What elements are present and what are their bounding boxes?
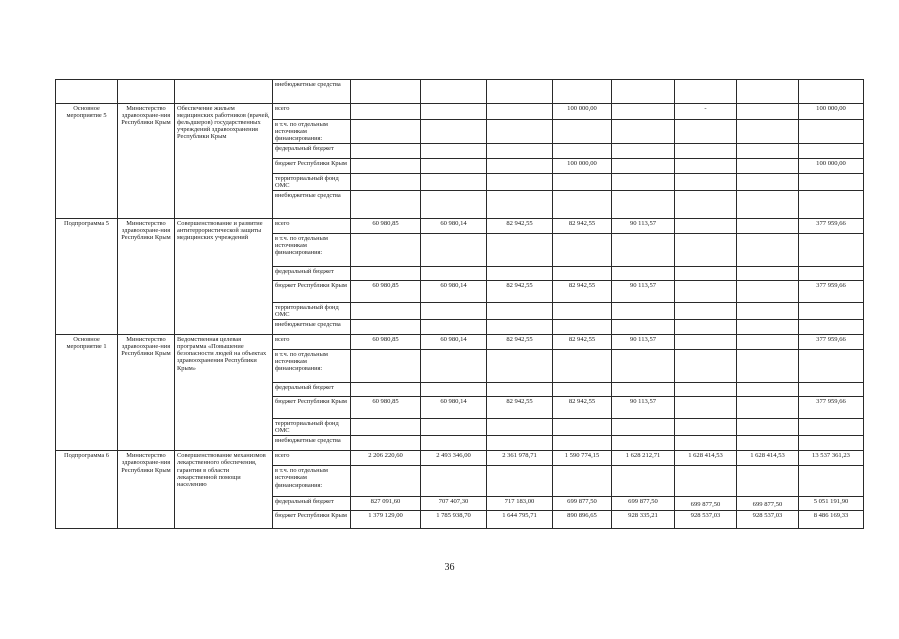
value-cell: 100 000,00 xyxy=(799,159,864,174)
value-cell xyxy=(737,281,799,303)
value-cell: 82 942,55 xyxy=(487,335,553,350)
funding-source-cell: бюджет Республики Крым xyxy=(273,159,351,174)
value-cell xyxy=(737,120,799,144)
value-cell xyxy=(553,234,612,267)
program-name-cell: Подпрограмма 5 xyxy=(56,219,118,335)
value-cell: 60 980,85 xyxy=(351,397,421,419)
value-cell xyxy=(737,350,799,383)
table-row xyxy=(56,219,864,234)
value-cell xyxy=(675,436,737,451)
value-cell: 699 877,50 xyxy=(553,497,612,511)
value-cell xyxy=(421,320,487,335)
value-cell xyxy=(553,383,612,397)
funding-source-cell: в т.ч. по отдельным источникам финансирования: xyxy=(273,350,351,383)
value-cell xyxy=(612,234,675,267)
value-cell xyxy=(612,350,675,383)
value-cell xyxy=(799,383,864,397)
value-cell: 90 113,57 xyxy=(612,281,675,303)
value-cell xyxy=(799,234,864,267)
value-cell xyxy=(421,191,487,219)
value-cell: 1 379 129,00 xyxy=(351,511,421,529)
table-row xyxy=(56,451,864,466)
funding-source-cell: федеральный бюджет xyxy=(273,497,351,511)
value-cell xyxy=(737,335,799,350)
table-row xyxy=(56,80,864,104)
value-cell xyxy=(612,267,675,281)
value-cell: 699 877,50 xyxy=(612,497,675,511)
value-cell xyxy=(487,234,553,267)
value-cell xyxy=(612,144,675,159)
budget-table xyxy=(55,79,864,529)
value-cell xyxy=(421,436,487,451)
value-cell: 928 537,03 xyxy=(675,511,737,529)
value-cell xyxy=(737,219,799,234)
value-cell: 827 091,60 xyxy=(351,497,421,511)
value-cell xyxy=(612,174,675,191)
value-cell xyxy=(675,383,737,397)
value-cell xyxy=(737,267,799,281)
value-cell xyxy=(487,80,553,104)
value-cell xyxy=(612,80,675,104)
value-cell xyxy=(612,436,675,451)
funding-source-cell: территориальный фонд ОМС xyxy=(273,303,351,320)
value-cell xyxy=(487,120,553,144)
funding-source-cell: всего xyxy=(273,335,351,350)
description-cell: Совершенствование и развитие антитеррористической защиты медицинских учреждений xyxy=(175,219,273,335)
funding-source-cell: территориальный фонд ОМС xyxy=(273,174,351,191)
value-cell xyxy=(612,466,675,497)
value-cell xyxy=(421,267,487,281)
value-cell: 699 877,50 xyxy=(737,497,799,511)
value-cell xyxy=(487,303,553,320)
value-cell xyxy=(737,303,799,320)
value-cell: 717 183,00 xyxy=(487,497,553,511)
value-cell xyxy=(421,419,487,436)
value-cell: 60 980,85 xyxy=(351,281,421,303)
funding-source-cell: федеральный бюджет xyxy=(273,383,351,397)
description-cell: Совершенствование механизмов лекарственного обеспечения, гарантии в области лекарственной помощи населению xyxy=(175,451,273,529)
value-cell: 60 980,85 xyxy=(351,335,421,350)
value-cell xyxy=(737,104,799,120)
value-cell xyxy=(553,174,612,191)
value-cell xyxy=(799,320,864,335)
value-cell xyxy=(351,191,421,219)
value-cell xyxy=(799,174,864,191)
value-cell xyxy=(737,419,799,436)
table-row xyxy=(56,104,864,120)
value-cell xyxy=(737,383,799,397)
description-cell: Обеспечение жильем медицинских работников (врачей, фельдшеров) государственных учреждений здравоохранения Республики Крым xyxy=(175,104,273,219)
value-cell: 60 980,14 xyxy=(421,335,487,350)
value-cell xyxy=(351,350,421,383)
value-cell xyxy=(675,281,737,303)
value-cell xyxy=(487,350,553,383)
value-cell xyxy=(487,383,553,397)
value-cell xyxy=(351,104,421,120)
value-cell xyxy=(421,174,487,191)
value-cell xyxy=(351,383,421,397)
value-cell: 90 113,57 xyxy=(612,397,675,419)
value-cell xyxy=(553,466,612,497)
value-cell xyxy=(553,267,612,281)
page-number: 36 xyxy=(444,562,455,573)
value-cell xyxy=(421,144,487,159)
value-cell xyxy=(675,397,737,419)
value-cell xyxy=(553,191,612,219)
executor-cell: Министерство здравоохране-ния Республики Крым xyxy=(118,104,175,219)
value-cell xyxy=(612,120,675,144)
value-cell: 890 896,65 xyxy=(553,511,612,529)
value-cell xyxy=(553,320,612,335)
value-cell xyxy=(737,144,799,159)
value-cell: 1 628 414,53 xyxy=(675,451,737,466)
value-cell: 1 785 938,70 xyxy=(421,511,487,529)
funding-source-cell: внебюджетные средства xyxy=(273,436,351,451)
value-cell: 90 113,57 xyxy=(612,219,675,234)
value-cell xyxy=(553,419,612,436)
table-row xyxy=(56,335,864,350)
value-cell: 13 537 361,23 xyxy=(799,451,864,466)
funding-source-cell: всего xyxy=(273,451,351,466)
value-cell xyxy=(675,120,737,144)
value-cell xyxy=(675,234,737,267)
funding-source-cell: в т.ч. по отдельным источникам финансирования: xyxy=(273,120,351,144)
value-cell xyxy=(675,80,737,104)
value-cell xyxy=(351,419,421,436)
value-cell xyxy=(612,104,675,120)
funding-source-cell: в т.ч. по отдельным источникам финансирования: xyxy=(273,234,351,267)
value-cell xyxy=(612,419,675,436)
value-cell: 82 942,55 xyxy=(553,335,612,350)
program-name-cell: Подпрограмма 6 xyxy=(56,451,118,529)
value-cell: 377 959,66 xyxy=(799,219,864,234)
value-cell xyxy=(351,120,421,144)
funding-source-cell: в т.ч. по отдельным источникам финансирования: xyxy=(273,466,351,497)
value-cell xyxy=(675,191,737,219)
funding-source-cell: внебюджетные средства xyxy=(273,191,351,219)
executor-cell: Министерство здравоохране-ния Республики Крым xyxy=(118,451,175,529)
value-cell xyxy=(421,120,487,144)
value-cell xyxy=(737,80,799,104)
executor-cell: Министерство здравоохране-ния Республики Крым xyxy=(118,335,175,451)
value-cell xyxy=(421,80,487,104)
value-cell xyxy=(421,234,487,267)
value-cell xyxy=(612,303,675,320)
value-cell xyxy=(675,144,737,159)
value-cell xyxy=(799,80,864,104)
executor-cell: Министерство здравоохране-ния Республики Крым xyxy=(118,219,175,335)
funding-source-cell: внебюджетные средства xyxy=(273,80,351,104)
value-cell: 377 959,66 xyxy=(799,281,864,303)
funding-source-cell: федеральный бюджет xyxy=(273,267,351,281)
value-cell: 82 942,55 xyxy=(553,281,612,303)
value-cell xyxy=(487,466,553,497)
value-cell: 60 980,14 xyxy=(421,397,487,419)
value-cell xyxy=(351,234,421,267)
value-cell xyxy=(799,303,864,320)
value-cell: 82 942,55 xyxy=(553,219,612,234)
value-cell xyxy=(612,191,675,219)
value-cell xyxy=(799,267,864,281)
value-cell: 100 000,00 xyxy=(553,159,612,174)
value-cell xyxy=(351,159,421,174)
description-cell: Ведомственная целевая программа «Повышение безопасности людей на объектах здравоохранения Республики Крым» xyxy=(175,335,273,451)
funding-source-cell: территориальный фонд ОМС xyxy=(273,419,351,436)
value-cell xyxy=(351,80,421,104)
value-cell xyxy=(351,436,421,451)
value-cell: 928 537,03 xyxy=(737,511,799,529)
value-cell: 377 959,66 xyxy=(799,397,864,419)
funding-source-cell: бюджет Республики Крым xyxy=(273,397,351,419)
value-cell xyxy=(487,159,553,174)
value-cell: 100 000,00 xyxy=(799,104,864,120)
value-cell xyxy=(737,320,799,335)
value-cell xyxy=(675,320,737,335)
value-cell xyxy=(799,144,864,159)
value-cell: 60 980,85 xyxy=(351,219,421,234)
value-cell: 2 361 978,71 xyxy=(487,451,553,466)
value-cell xyxy=(737,234,799,267)
value-cell xyxy=(553,144,612,159)
value-cell xyxy=(675,303,737,320)
value-cell: 699 877,50 xyxy=(675,497,737,511)
value-cell xyxy=(675,174,737,191)
value-cell xyxy=(421,383,487,397)
value-cell xyxy=(737,159,799,174)
value-cell xyxy=(675,267,737,281)
value-cell xyxy=(799,120,864,144)
value-cell xyxy=(799,350,864,383)
value-cell xyxy=(421,350,487,383)
value-cell xyxy=(799,436,864,451)
value-cell: 60 980,14 xyxy=(421,219,487,234)
value-cell: 377 959,66 xyxy=(799,335,864,350)
value-cell xyxy=(351,144,421,159)
value-cell xyxy=(553,120,612,144)
value-cell xyxy=(675,335,737,350)
value-cell xyxy=(675,350,737,383)
funding-source-cell: всего xyxy=(273,104,351,120)
value-cell xyxy=(351,174,421,191)
program-name-cell: Основное мероприятие 1 xyxy=(56,335,118,451)
value-cell xyxy=(487,267,553,281)
value-cell xyxy=(487,104,553,120)
value-cell xyxy=(421,104,487,120)
funding-source-cell: бюджет Республики Крым xyxy=(273,511,351,529)
funding-source-cell: всего xyxy=(273,219,351,234)
value-cell: 2 493 346,00 xyxy=(421,451,487,466)
value-cell: 707 407,30 xyxy=(421,497,487,511)
value-cell xyxy=(675,419,737,436)
value-cell: 1 644 795,71 xyxy=(487,511,553,529)
value-cell xyxy=(553,436,612,451)
value-cell xyxy=(421,303,487,320)
value-cell xyxy=(553,303,612,320)
value-cell xyxy=(553,350,612,383)
value-cell xyxy=(351,267,421,281)
funding-source-cell: бюджет Республики Крым xyxy=(273,281,351,303)
value-cell xyxy=(799,466,864,497)
value-cell xyxy=(675,219,737,234)
value-cell: 5 051 191,90 xyxy=(799,497,864,511)
value-cell xyxy=(421,466,487,497)
program-name-cell xyxy=(56,80,118,104)
description-cell xyxy=(175,80,273,104)
value-cell xyxy=(351,466,421,497)
value-cell xyxy=(612,383,675,397)
value-cell: 2 206 220,60 xyxy=(351,451,421,466)
value-cell xyxy=(351,320,421,335)
value-cell: 100 000,00 xyxy=(553,104,612,120)
value-cell: 1 628 414,53 xyxy=(737,451,799,466)
value-cell: 928 335,21 xyxy=(612,511,675,529)
value-cell: - xyxy=(675,104,737,120)
value-cell: 1 628 212,71 xyxy=(612,451,675,466)
value-cell xyxy=(737,466,799,497)
funding-source-cell: внебюджетные средства xyxy=(273,320,351,335)
value-cell: 8 486 169,33 xyxy=(799,511,864,529)
value-cell xyxy=(675,466,737,497)
value-cell xyxy=(351,303,421,320)
value-cell xyxy=(799,419,864,436)
funding-source-cell: федеральный бюджет xyxy=(273,144,351,159)
value-cell xyxy=(421,159,487,174)
value-cell xyxy=(612,320,675,335)
value-cell: 90 113,57 xyxy=(612,335,675,350)
value-cell xyxy=(737,174,799,191)
value-cell xyxy=(487,191,553,219)
value-cell xyxy=(612,159,675,174)
value-cell: 1 590 774,15 xyxy=(553,451,612,466)
value-cell xyxy=(487,144,553,159)
executor-cell xyxy=(118,80,175,104)
value-cell: 60 980,14 xyxy=(421,281,487,303)
value-cell xyxy=(487,436,553,451)
value-cell xyxy=(487,419,553,436)
value-cell xyxy=(553,80,612,104)
value-cell xyxy=(799,191,864,219)
program-name-cell: Основное мероприятие 5 xyxy=(56,104,118,219)
value-cell: 82 942,55 xyxy=(553,397,612,419)
value-cell xyxy=(675,159,737,174)
value-cell: 82 942,55 xyxy=(487,219,553,234)
value-cell xyxy=(737,191,799,219)
value-cell xyxy=(737,436,799,451)
value-cell xyxy=(487,320,553,335)
value-cell: 82 942,55 xyxy=(487,281,553,303)
value-cell xyxy=(737,397,799,419)
value-cell xyxy=(487,174,553,191)
value-cell: 82 942,55 xyxy=(487,397,553,419)
